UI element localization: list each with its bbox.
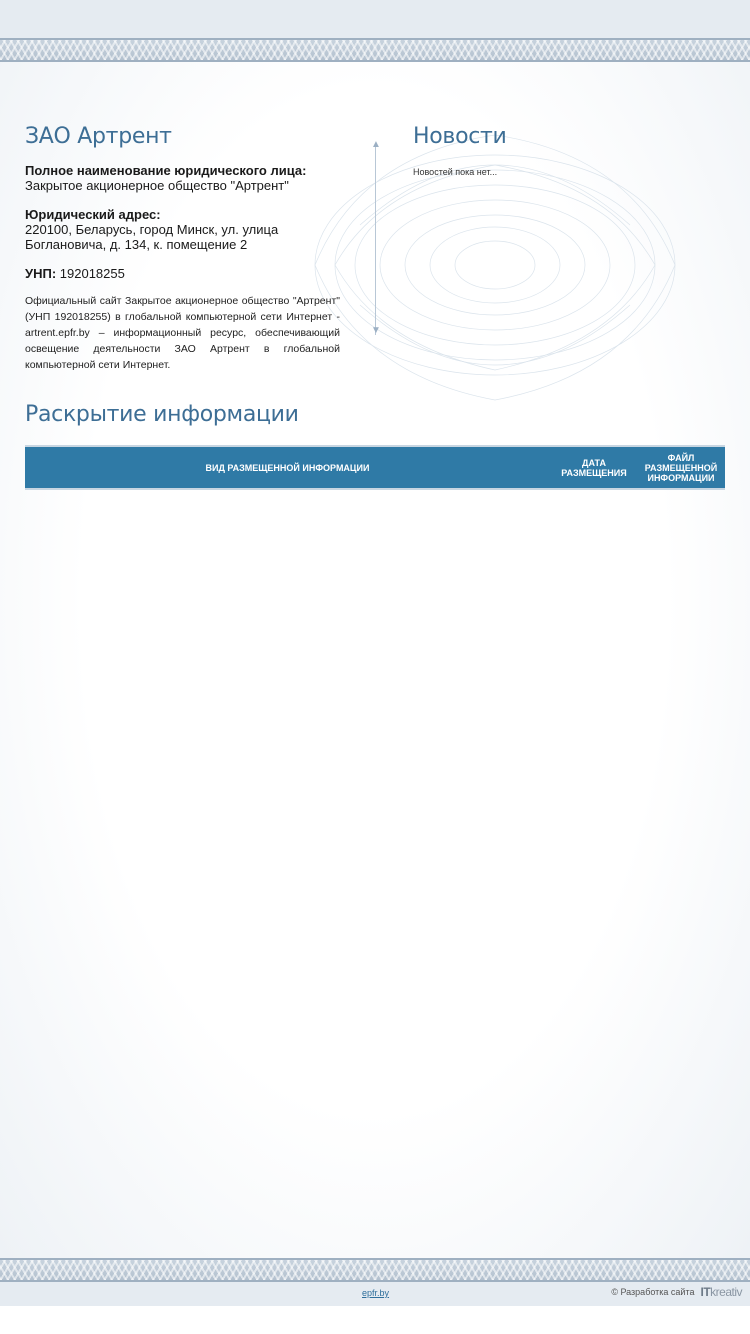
footer-site-link[interactable]: epfr.by bbox=[362, 1288, 390, 1298]
news-title: Новости bbox=[413, 124, 507, 149]
address-label: Юридический адрес: bbox=[25, 207, 161, 222]
disclosure-table-header bbox=[25, 445, 725, 490]
legal-name-value: Закрытое акционерное общество "Артрент" bbox=[25, 178, 289, 193]
footer bbox=[0, 1282, 750, 1306]
top-band bbox=[0, 0, 750, 38]
divider-bottom-cap-icon: ▼ bbox=[371, 325, 381, 336]
unp-label: УНП: bbox=[25, 266, 57, 281]
address-field bbox=[25, 207, 340, 252]
news-section bbox=[413, 124, 713, 177]
credit-text: © Разработка сайта bbox=[611, 1287, 695, 1297]
unp-value: 192018255 bbox=[59, 266, 125, 281]
legal-name-field bbox=[25, 163, 340, 193]
developer-logo bbox=[700, 1285, 742, 1299]
developer-credit[interactable] bbox=[611, 1285, 742, 1299]
column-header-kind: ВИД РАЗМЕЩЕННОЙ ИНФОРМАЦИИ bbox=[205, 462, 370, 473]
bottom-ornament-border bbox=[0, 1258, 750, 1282]
about-text: Официальный сайт Закрытое акционерное общество "Артрент" (УНП 192018255) в глобальной компьютерной сети Интернет - artrent.epfr.by – информационный ресурс, обеспечивающий освещение деятельности ЗАО Артрент в глобальной компьютерной сети Интернет. bbox=[25, 295, 340, 371]
company-info bbox=[25, 124, 340, 373]
developer-logo-it: IT bbox=[700, 1285, 711, 1299]
news-empty-text: Новостей пока нет... bbox=[413, 167, 498, 177]
developer-logo-rest: kreativ bbox=[710, 1285, 742, 1299]
legal-name-label: Полное наименование юридического лица: bbox=[25, 163, 307, 178]
address-value: 220100, Беларусь, город Минск, ул. улица Боглановича, д. 134, к. помещение 2 bbox=[25, 222, 279, 252]
company-title: ЗАО Артрент bbox=[25, 124, 172, 149]
divider-top-cap-icon: ▲ bbox=[371, 139, 381, 150]
column-divider bbox=[375, 143, 376, 335]
unp-field bbox=[25, 266, 340, 281]
top-ornament-border bbox=[0, 38, 750, 62]
disclosure-title: Раскрытие информации bbox=[25, 402, 299, 427]
column-header-date: ДАТА РАЗМЕЩЕНИЯ bbox=[561, 457, 627, 478]
column-header-file: ФАЙЛ РАЗМЕЩЕННОЙ ИНФОРМАЦИИ bbox=[644, 452, 718, 483]
